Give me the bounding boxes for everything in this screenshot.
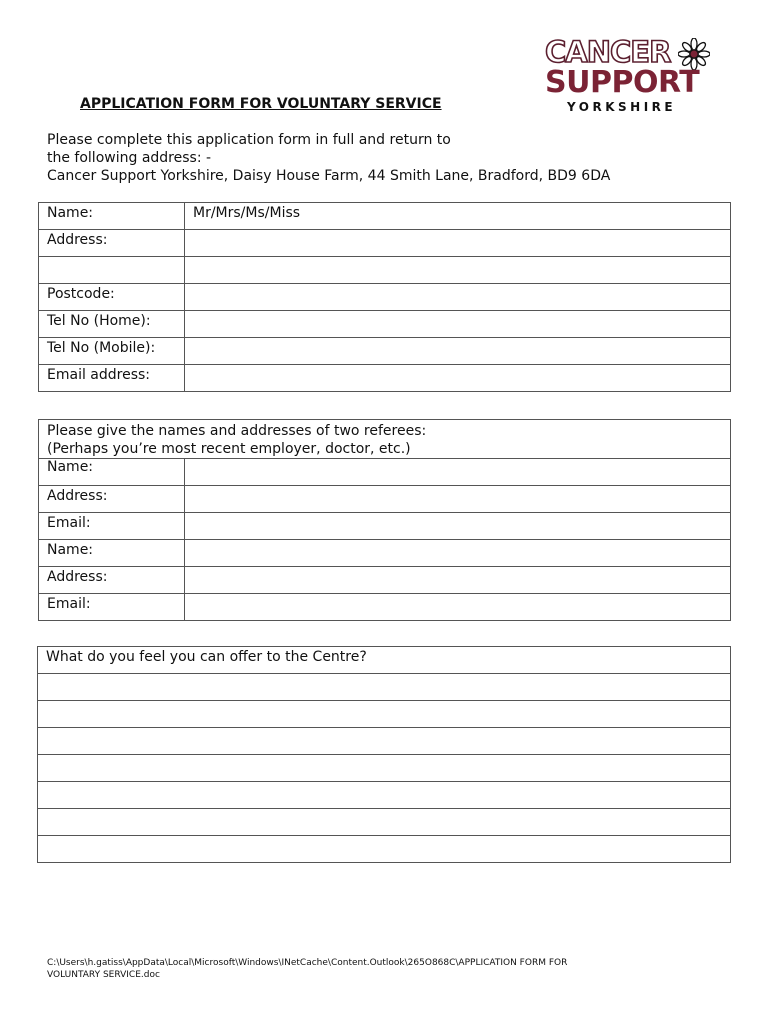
logo-text-cancer: CANCER [545,35,671,69]
address-field-2[interactable] [185,257,731,284]
table-row [38,782,731,809]
footer-line-2: VOLUNTARY SERVICE.doc [47,970,160,980]
referee-1-email-label: Email: [39,513,185,540]
referee-2-address-field[interactable] [185,567,731,594]
referee-2-email-field[interactable] [185,594,731,621]
postcode-field[interactable] [185,284,731,311]
address-label: Address: [39,230,185,257]
referees-heading-line-1: Please give the names and addresses of two referees: [47,423,427,439]
table-row [38,728,731,755]
offer-answer-line-5[interactable] [38,782,731,809]
tel-mobile-label: Tel No (Mobile): [39,338,185,365]
name-field[interactable]: Mr/Mrs/Ms/Miss [185,203,731,230]
offer-answer-line-3[interactable] [38,728,731,755]
table-row [38,701,731,728]
intro-line-1: Please complete this application form in full and return to [47,132,451,148]
table-row [39,230,731,257]
offer-answer-line-4[interactable] [38,755,731,782]
table-row [39,257,731,284]
offer-table [37,646,731,863]
personal-details-table [38,202,731,392]
name-label: Name: [39,203,185,230]
table-row [38,809,731,836]
table-row [39,420,731,459]
referee-2-name-field[interactable] [185,540,731,567]
table-row [39,486,731,513]
document-path-footer [47,957,567,981]
referee-1-address-field[interactable] [185,486,731,513]
intro-line-3: Cancer Support Yorkshire, Daisy House Farm, 44 Smith Lane, Bradford, BD9 6DA [47,168,611,184]
referee-2-name-label: Name: [39,540,185,567]
intro-instructions [47,131,610,185]
referee-2-address-label: Address: [39,567,185,594]
table-row [38,647,731,674]
referees-heading [39,420,731,459]
offer-answer-line-1[interactable] [38,674,731,701]
tel-home-label: Tel No (Home): [39,311,185,338]
table-row [39,594,731,621]
table-row [39,311,731,338]
offer-answer-line-6[interactable] [38,809,731,836]
table-row [39,203,731,230]
referee-1-email-field[interactable] [185,513,731,540]
form-title: APPLICATION FORM FOR VOLUNTARY SERVICE [80,96,442,112]
offer-answer-line-7[interactable] [38,836,731,863]
referee-2-email-label: Email: [39,594,185,621]
table-row [38,755,731,782]
referee-1-address-label: Address: [39,486,185,513]
table-row [39,513,731,540]
referee-1-name-field[interactable] [185,459,731,486]
cancer-support-yorkshire-logo [545,36,720,118]
referees-heading-line-2: (Perhaps you’re most recent employer, doctor, etc.) [47,441,411,457]
offer-question: What do you feel you can offer to the Centre? [38,647,731,674]
offer-answer-line-2[interactable] [38,701,731,728]
table-row [39,284,731,311]
table-row [38,836,731,863]
footer-line-1: C:\Users\h.gatiss\AppData\Local\Microsoft\Windows\INetCache\Content.Outlook\265O868C\APPLICATION FORM FOR [47,958,568,968]
tel-home-field[interactable] [185,311,731,338]
table-row [39,540,731,567]
referee-1-name-label: Name: [39,459,185,486]
email-field[interactable] [185,365,731,392]
intro-line-2: the following address: - [47,150,212,166]
referees-table [38,419,731,621]
email-label: Email address: [39,365,185,392]
table-row [38,674,731,701]
address-field-1[interactable] [185,230,731,257]
table-row [39,567,731,594]
table-row [39,365,731,392]
table-row [39,338,731,365]
logo-text-support: SUPPORT [545,65,700,100]
tel-mobile-field[interactable] [185,338,731,365]
logo-text-yorkshire: YORKSHIRE [567,100,677,114]
table-row [39,459,731,486]
address-label-continued [39,257,185,284]
postcode-label: Postcode: [39,284,185,311]
